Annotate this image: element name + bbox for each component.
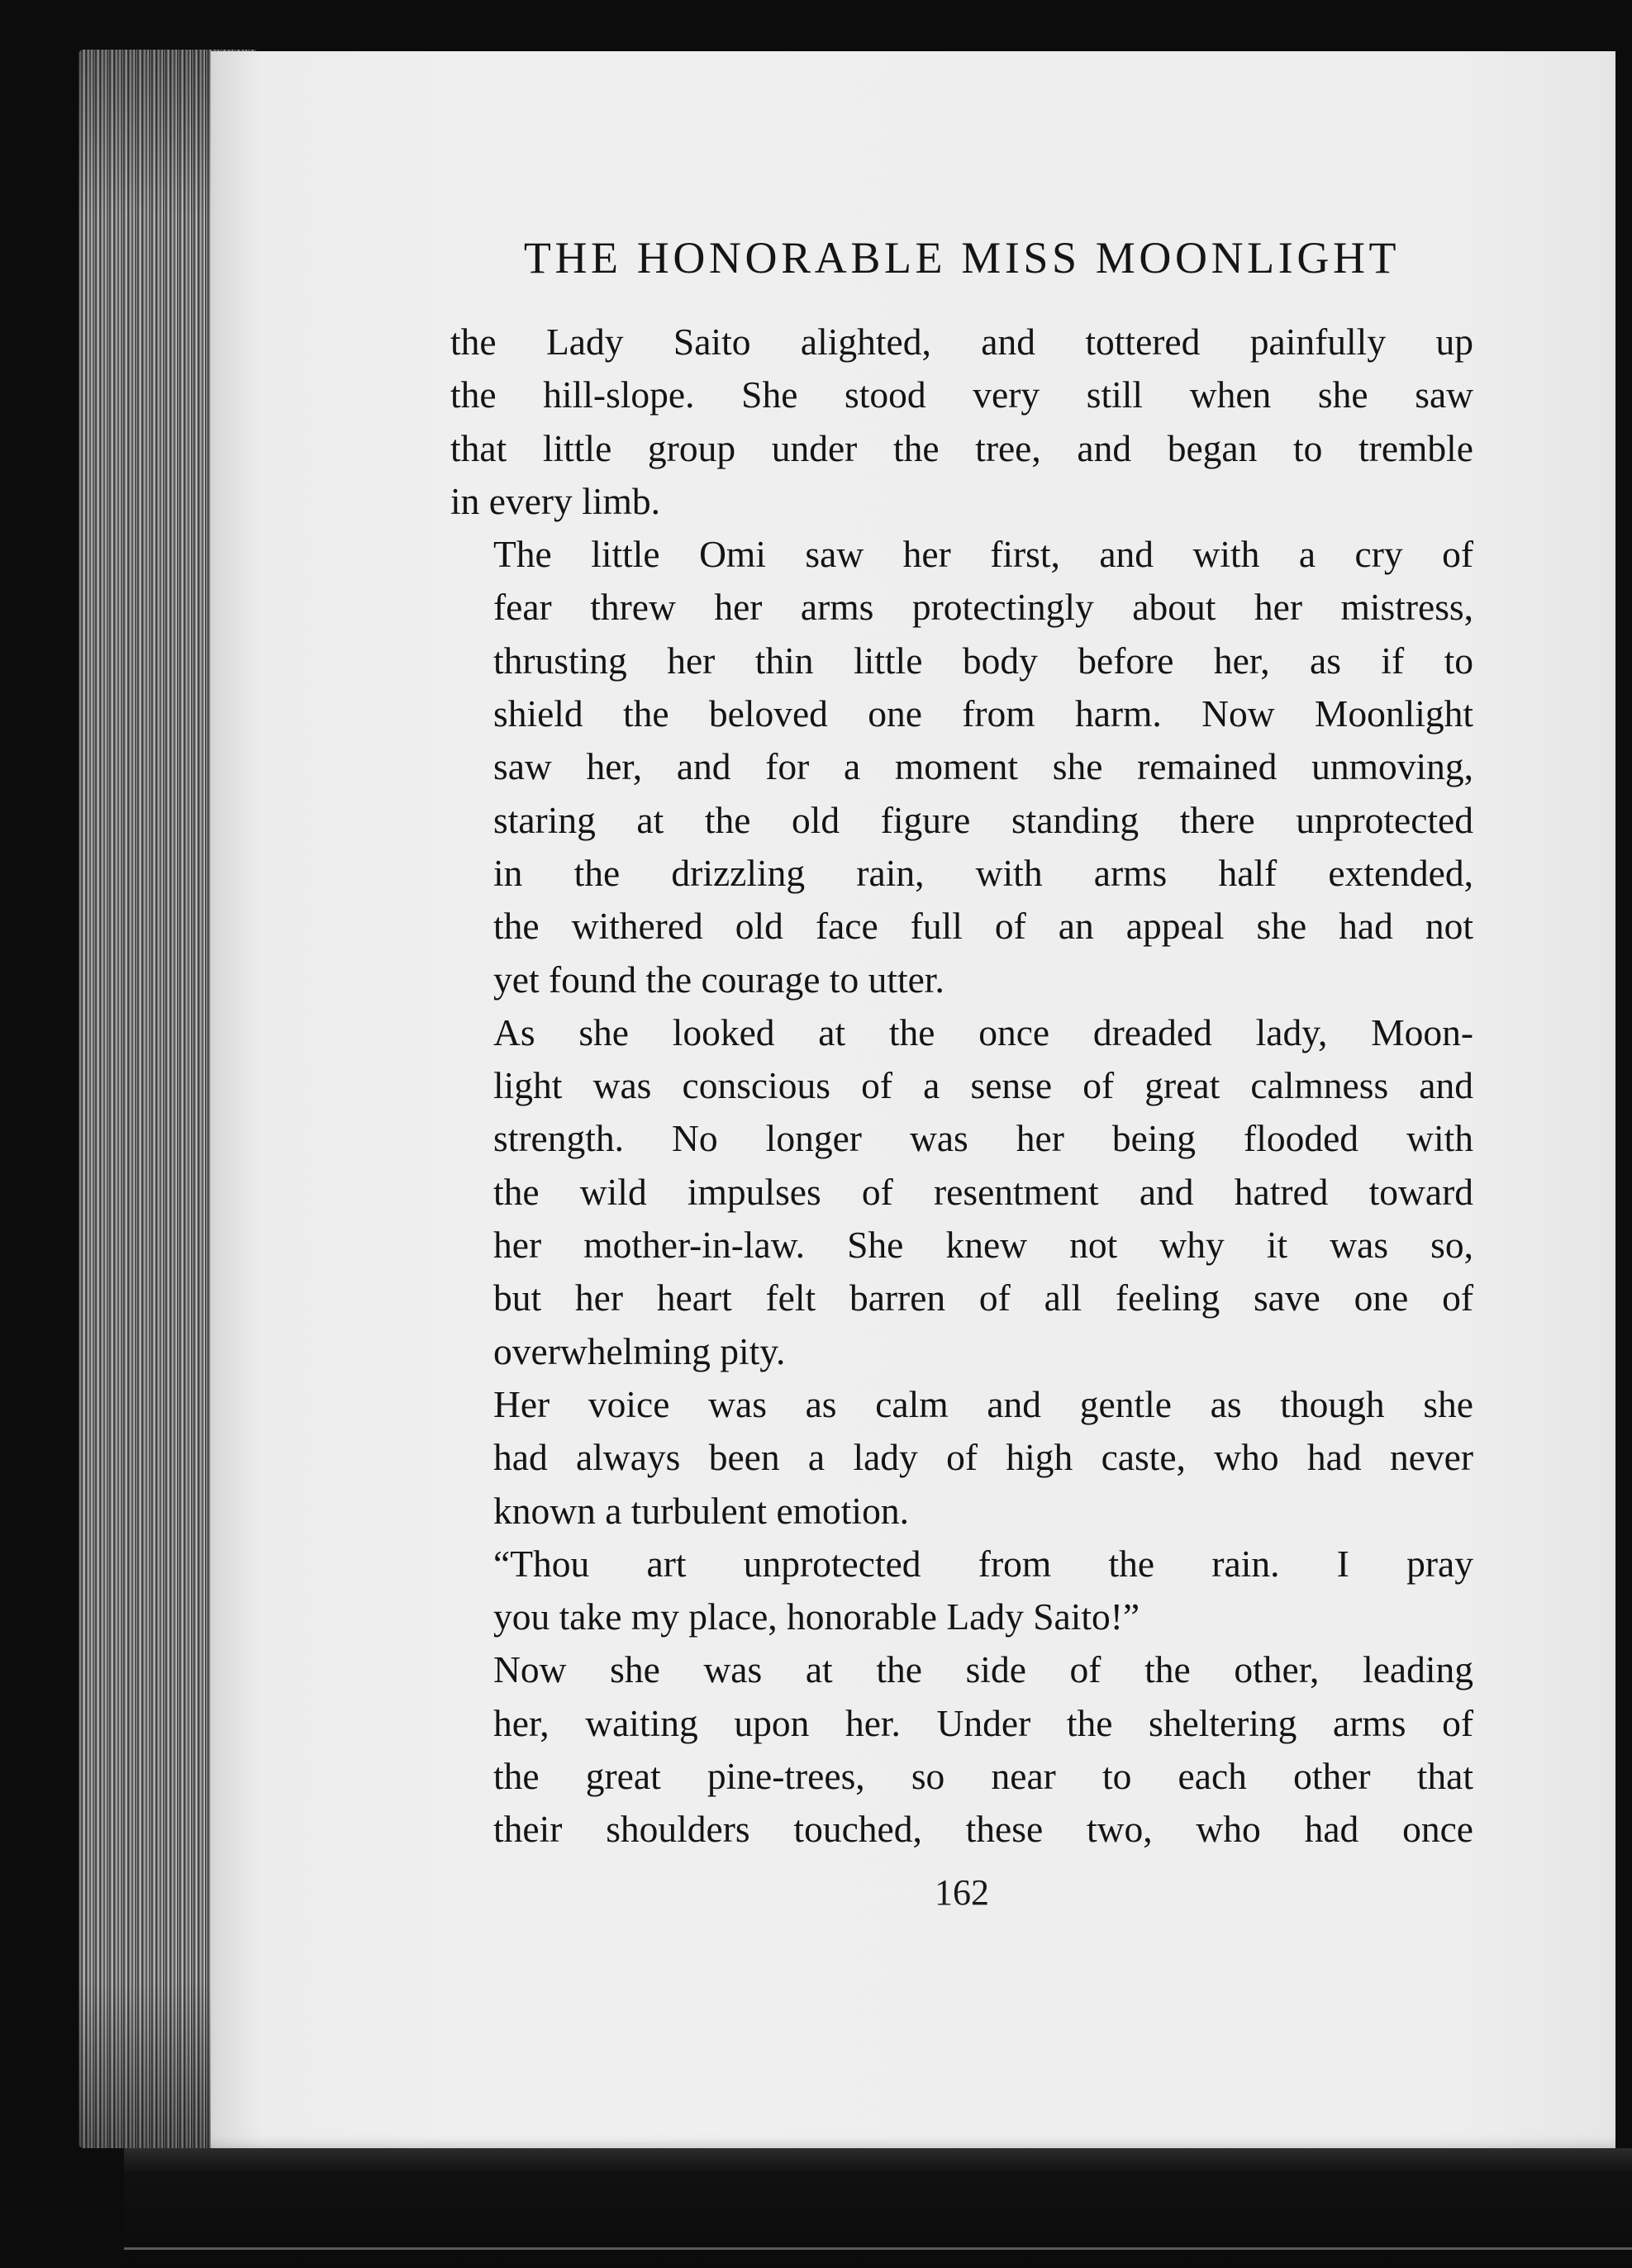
page-number: 162 <box>935 1871 989 1913</box>
text-line: thrusting her thin little body before her, as if to <box>493 639 1473 682</box>
text-line: the great pine-trees, so near to each other that <box>493 1755 1473 1798</box>
text-line: their shoulders touched, these two, who had once <box>493 1808 1473 1851</box>
text-line: Now she was at the side of the other, leading <box>493 1648 1473 1691</box>
text-line: “Thou art unprotected from the rain. I pray <box>493 1542 1473 1585</box>
paragraph <box>450 1643 1473 1856</box>
scan-edge-rule <box>124 2247 1632 2250</box>
binding-shadow <box>124 2148 1632 2268</box>
running-head: THE HONORABLE MISS MOONLIGHT <box>523 233 1401 283</box>
text-line: fear threw her arms protectingly about her mistress, <box>493 586 1473 629</box>
text-line: the hill-slope. She stood very still when she saw <box>450 373 1473 416</box>
text-line: The little Omi saw her first, and with a cry of <box>493 533 1473 576</box>
text-line: in the drizzling rain, with arms half extended, <box>493 851 1473 894</box>
text-line: had always been a lady of high caste, who had never <box>493 1436 1473 1479</box>
text-line: her mother-in-law. She knew not why it was so, <box>493 1224 1473 1267</box>
paragraph <box>450 316 1473 528</box>
text-line: overwhelming pity. <box>493 1329 786 1372</box>
text-line: shield the beloved one from harm. Now Moonlight <box>493 692 1473 735</box>
text-line: Her voice was as calm and gentle as though she <box>493 1382 1473 1425</box>
text-line: strength. No longer was her being flooded with <box>493 1117 1473 1160</box>
text-line: staring at the old figure standing there unprotected <box>493 798 1473 841</box>
text-line: saw her, and for a moment she remained unmoving, <box>493 745 1473 788</box>
text-line: yet found the courage to utter. <box>493 958 944 1001</box>
text-line: As she looked at the once dreaded lady, Moon- <box>493 1010 1473 1053</box>
text-line: but her heart felt barren of all feeling save one of <box>493 1277 1473 1319</box>
text-line: known a turbulent emotion. <box>493 1489 909 1532</box>
body-text <box>450 316 1473 1857</box>
text-line: the withered old face full of an appeal she had not <box>493 905 1473 948</box>
paragraph <box>450 528 1473 1006</box>
text-line: you take my place, honorable Lady Saito!” <box>493 1595 1140 1638</box>
page-text <box>450 233 1473 1918</box>
paragraph <box>450 1538 1473 1644</box>
text-line: that little group under the tree, and began to tremble <box>450 426 1473 469</box>
text-line: the Lady Saito alighted, and tottered painfully up <box>450 321 1473 363</box>
text-line: light was conscious of a sense of great calmness and <box>493 1064 1473 1107</box>
text-line: the wild impulses of resentment and hatred toward <box>493 1170 1473 1213</box>
text-line: in every limb. <box>450 479 660 522</box>
paragraph <box>450 1378 1473 1538</box>
text-line: her, waiting upon her. Under the sheltering arms of <box>493 1701 1473 1744</box>
paragraph <box>450 1006 1473 1378</box>
